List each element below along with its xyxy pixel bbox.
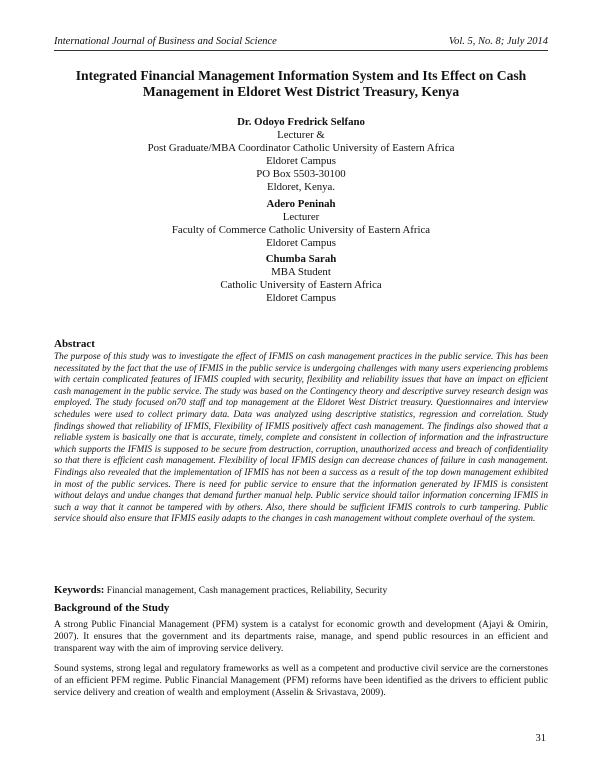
author-affiliation-line: Post Graduate/MBA Coordinator Catholic University of Eastern Africa	[147, 142, 455, 155]
abstract-heading: Abstract	[54, 338, 95, 350]
author-name: Adero Peninah	[266, 197, 336, 210]
issue-info: Vol. 5, No. 8; July 2014	[448, 36, 548, 47]
abstract-text: The purpose of this study was to investigate the effect of IFMIS on cash management practices in the public service. This has been necessitated by the fact that the use of IFMIS in the public service is undergoing challenges with many users experiencing problems with certain complicated features of IFMIS coupled with security, flexibility and reliability issues that have an impact on efficient cash management in the public service. The study was based on the Contingency theory and descriptive survey research design was employed. The study focused on70 staff and top management at the Eldoret West District treasury. Questionnaires and interview schedules were used to collect primary data. Data was analyzed using descriptive statistics, regression and correlation. Study findings showed that reliability of IFMIS, Flexibility of IFMIS positively affect cash management. The findings also showed that a reliable system is basically one that is accurate, timely, complete and consistent in collection of information and the infrastructure which supports the IFMIS is supposed to be secure from destruction, corruption, unauthorized access and breach of confidentiality so that there is efficient cash management. Flexibility of local IFMIS design can decrease chances of failure in cash management. Findings also revealed that the implementation of IFMIS has not been a success as a result of the top down management exhibited in most of the public services. There is need for public service to ensure that the information generated by IFMIS is consistent without delays and undue changes that demand further manual help. Public service should tailor information concerning IFMIS in such a way that it cannot be tampered with by others. Also, there should be sufficient IFMIS controls to curb tampering. Public service should also ensure that IFMIS easily adapts to the changes in cash management without complete overhaul of the system.	[54, 352, 548, 525]
body-paragraph-2: Sound systems, strong legal and regulatory frameworks as well as a competent and productive civil service are the cornerstones of an efficient PFM regime. Public Financial Management (PFM) reforms have been identified as the drivers to efficient public service delivery and creation of wealth and employment (Asselin & Srivastava, 2009).	[54, 663, 548, 699]
section-heading: Background of the Study	[54, 602, 170, 614]
title-line-1: Integrated Financial Management Information System and Its Effect on Cash	[75, 68, 527, 83]
author-name: Dr. Odoyo Fredrick Selfano	[237, 116, 365, 128]
author-affiliation-line: PO Box 5503-30100	[256, 168, 346, 181]
author-affiliation-line: Lecturer &	[277, 129, 325, 142]
running-header	[54, 36, 548, 47]
author-affiliation-line: Catholic University of Eastern Africa	[220, 279, 382, 292]
paper-title	[54, 68, 548, 100]
author-affiliation-line: Eldoret Campus	[266, 292, 336, 305]
body-paragraph-1: A strong Public Financial Management (PFM) system is a catalyst for economic growth and development (Ajayi & Omirin, 2007). It ensures that the government and its departments raise, manage, and spend public resources in an efficient and transparent way with the aim of improving service delivery.	[54, 619, 548, 655]
author-affiliation-line: Eldoret Campus	[266, 236, 336, 249]
author-block	[54, 116, 548, 305]
journal-name: International Journal of Business and Social Science	[54, 36, 277, 47]
author-affiliation-line: Eldoret Campus	[266, 155, 336, 168]
author-affiliation-line: Eldoret, Kenya.	[266, 181, 336, 194]
keywords-text: Financial management, Cash management practices, Reliability, Security	[106, 585, 388, 596]
title-line-2: Management in Eldoret West District Treasury, Kenya	[142, 84, 460, 99]
keywords-label: Keywords:	[54, 584, 105, 596]
page-number: 31	[535, 733, 546, 744]
author-affiliation-line: Faculty of Commerce Catholic University of Eastern Africa	[171, 223, 431, 236]
author-affiliation-line: MBA Student	[271, 266, 331, 279]
author-name: Chumba Sarah	[265, 252, 337, 265]
keywords-line	[54, 584, 548, 596]
header-divider	[54, 50, 548, 51]
author-affiliation-line: Lecturer	[282, 210, 320, 223]
